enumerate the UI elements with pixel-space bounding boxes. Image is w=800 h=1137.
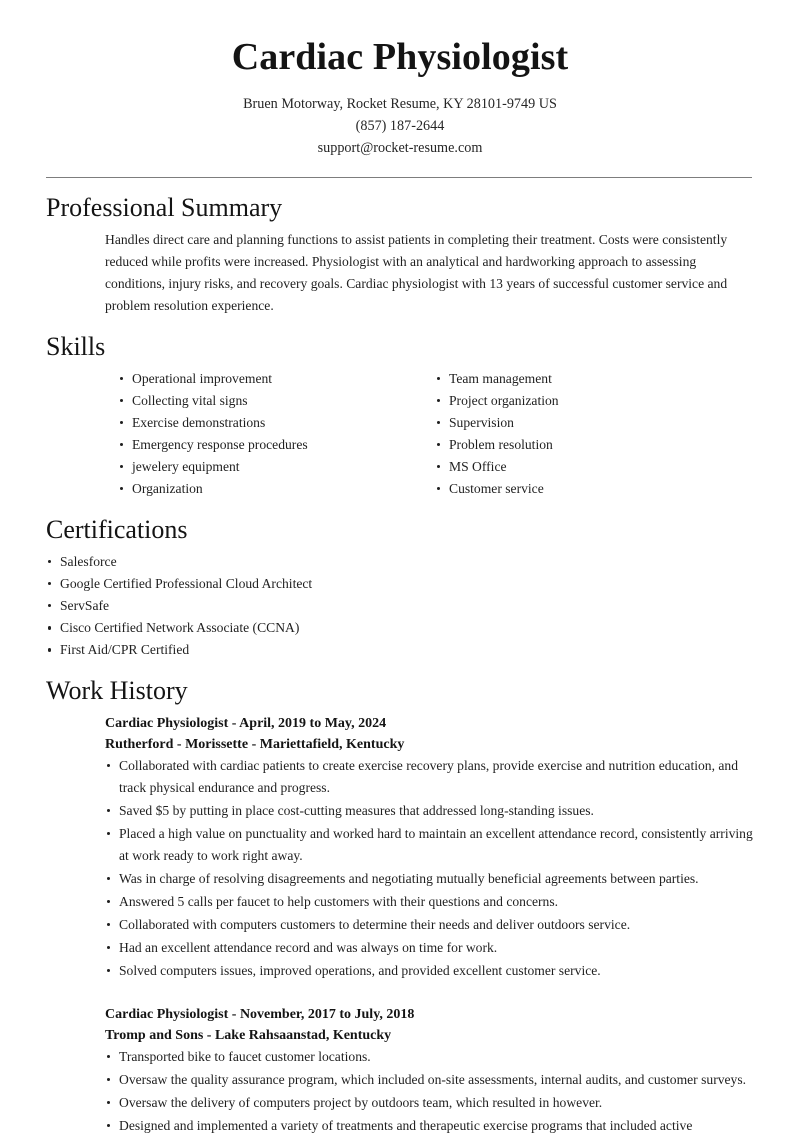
skill-item: Project organization [435,390,752,412]
skill-item: Emergency response procedures [118,434,435,456]
certification-item: Salesforce [46,551,754,573]
skill-item: Supervision [435,412,752,434]
skills-columns [46,368,754,500]
job-bullet: Collaborated with cardiac patients to create exercise recovery plans, provide exercise and nutrition education, and track physical endurance and progress. [105,755,754,799]
section-title-summary: Professional Summary [46,192,283,222]
job-bullet: Saved $5 by putting in place cost-cutting measures that addressed long-standing issues. [105,800,754,822]
certifications-list [46,551,754,661]
job-bullet: Answered 5 calls per faucet to help customers with their questions and concerns. [105,891,754,913]
job-bullet: Oversaw the quality assurance program, which included on-site assessments, internal audits, and customer surveys. [105,1069,754,1091]
section-work-history [46,675,754,1136]
certification-item: First Aid/CPR Certified [46,639,754,661]
skill-item: Team management [435,368,752,390]
header-divider [46,177,752,178]
job-bullet: Placed a high value on punctuality and worked hard to maintain an excellent attendance record, consistently arriving at work ready to work right away. [105,823,754,867]
job-title-line: Cardiac Physiologist - November, 2017 to July, 2018 [105,1006,415,1022]
certification-item: Cisco Certified Network Associate (CCNA) [46,617,754,639]
job-company-line: Tromp and Sons - Lake Rahsaanstad, Kentucky [105,1027,392,1043]
work-history-entry [105,1004,754,1137]
work-history-entries [46,713,754,1137]
section-title-skills: Skills [46,331,106,361]
job-bullet: Transported bike to faucet customer locations. [105,1046,754,1068]
section-certifications [46,514,754,661]
contact-info [46,93,754,159]
contact-address: Bruen Motorway, Rocket Resume, KY 28101-9749 US [243,95,557,112]
skill-item: MS Office [435,456,752,478]
contact-email: support@rocket-resume.com [317,139,483,156]
job-title-line: Cardiac Physiologist - April, 2019 to May, 2024 [105,715,387,731]
skill-item: Operational improvement [118,368,435,390]
certification-item: ServSafe [46,595,754,617]
skills-column-2 [435,368,752,500]
skill-item: Organization [118,478,435,500]
skill-item: Customer service [435,478,752,500]
job-bullet: Was in charge of resolving disagreements and negotiating mutually beneficial agreements between parties. [105,868,754,890]
contact-phone: (857) 187-2644 [355,117,445,134]
job-bullet: Had an excellent attendance record and was always on time for work. [105,937,754,959]
summary-text: Handles direct care and planning functions to assist patients in completing their treatment. Costs were consistently reduced while profits were increased. Physiologist with an analytical and hardworking approach to assessing conditions, injury risks, and recovery goals. Cardiac physiologist with 13 years of successful customer service and problem resolution experience. [105,231,728,313]
work-history-entry [105,713,754,982]
certification-item: Google Certified Professional Cloud Architect [46,573,754,595]
section-skills [46,331,754,500]
skills-column-1 [118,368,435,500]
resume-header [46,0,754,178]
job-bullet: Collaborated with computers customers to determine their needs and deliver outdoors service. [105,914,754,936]
job-responsibilities [105,1046,754,1137]
job-bullet: Designed and implemented a variety of treatments and therapeutic exercise programs that included active [105,1115,754,1137]
job-bullet: Solved computers issues, improved operations, and provided excellent customer service. [105,960,754,982]
skill-item: Exercise demonstrations [118,412,435,434]
skill-item: Problem resolution [435,434,752,456]
job-responsibilities [105,755,754,982]
section-title-certifications: Certifications [46,515,188,545]
skill-item: jewelery equipment [118,456,435,478]
job-company-line: Rutherford - Morissette - Mariettafield, Kentucky [105,736,405,752]
section-professional-summary [46,192,754,317]
section-title-work-history: Work History [46,676,188,706]
job-bullet: Oversaw the delivery of computers project by outdoors team, which resulted in however. [105,1092,754,1114]
candidate-name: Cardiac Physiologist [231,36,569,78]
skill-item: Collecting vital signs [118,390,435,412]
